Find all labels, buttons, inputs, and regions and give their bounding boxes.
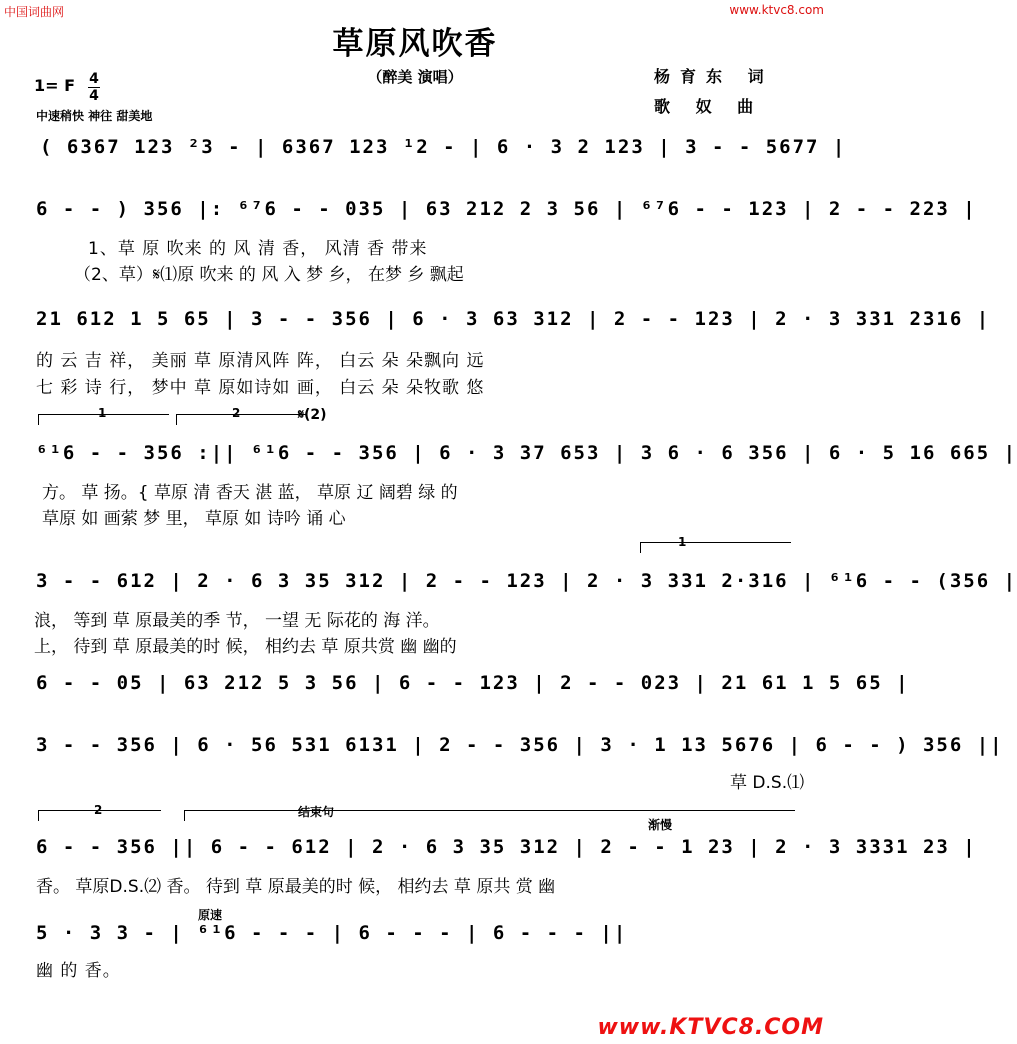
volta-number-1b: 1 (678, 535, 687, 549)
volta-number-2b: 2 (94, 803, 103, 817)
composer-credit: 歌 奴 曲 (654, 97, 764, 116)
lyric-line-4a: 方。 草 扬。{ 草原 清 香天 湛 蓝， 草原 辽 阔碧 绿 的 (42, 483, 458, 503)
lyric-line-2b: （2、草）𝄋⑴原 吹来 的 风 入 梦 乡， 在梦 乡 飘起 (74, 265, 464, 285)
singer-credit: （醉美 演唱） (367, 68, 463, 86)
lyric-line-2a: 1、草 原 吹来 的 风 清 香， 风清 香 带来 (88, 239, 428, 259)
site-name: 中国词曲网 (4, 5, 65, 19)
lyric-line-8: 香。 草原D.S.⑵ 香。 待到 草 原最美的时 候， 相约去 草 原共 赏 幽 (36, 877, 556, 897)
tempo-rit-label: 渐慢 (648, 818, 673, 832)
lyric-line-4b: 草原 如 画萦 梦 里， 草原 如 诗吟 诵 心 (42, 509, 346, 529)
lyric-line-5b: 上， 待到 草 原最美的时 候， 相约去 草 原共赏 幽 幽的 (34, 637, 457, 657)
time-sig-top: 4 (89, 71, 99, 87)
key-signature: 1= F (34, 76, 76, 95)
tempo-marking: 中速稍快 神往 甜美地 (36, 109, 153, 123)
volta-bracket-1b (640, 542, 791, 553)
volta-bracket-2 (176, 414, 307, 425)
ending-bracket (184, 810, 795, 821)
lyric-line-9: 幽 的 香。 (36, 961, 121, 981)
lyric-line-3a: 的 云 吉 祥， 美丽 草 原清风阵 阵， 白云 朵 朵飘向 远 (36, 351, 485, 371)
segno-mark-2: 𝄋(2) (298, 407, 327, 423)
notation-line-1: ( 6367 123 ²3 - | 6367 123 ¹2 - | 6 · 3 2 123 | 3 - - 5677 | (40, 136, 847, 158)
lyric-line-5a: 浪， 等到 草 原最美的季 节， 一望 无 际花的 海 洋。 (34, 611, 440, 631)
volta-number-2: 2 (232, 406, 241, 420)
notation-line-7: 3 - - 356 | 6 · 56 531 6131 | 2 - - 356 | 3 · 1 13 5676 | 6 - - ) 356 || (36, 734, 1004, 756)
time-signature (88, 72, 100, 103)
notation-line-3: 21 612 1 5 65 | 3 - - 356 | 6 · 3 63 312 | 2 - - 123 | 2 · 3 331 2316 | (36, 308, 991, 330)
notation-line-9: 5 · 3 3 - | ⁶¹6 - - - | 6 - - - | 6 - - - || (36, 922, 628, 944)
ending-label: 结束句 (298, 805, 335, 819)
time-sig-bottom: 4 (89, 88, 99, 104)
notation-line-5: 3 - - 612 | 2 · 6 3 35 312 | 2 - - 123 | 2 · 3 331 2·316 | ⁶¹6 - - (356 | (36, 570, 1017, 592)
lyricist-credit: 杨育东 词 (654, 67, 774, 86)
lyric-line-3b: 七 彩 诗 行， 梦中 草 原如诗如 画， 白云 朵 朵牧歌 悠 (36, 378, 485, 398)
notation-line-8: 6 - - 356 || 6 - - 612 | 2 · 6 3 35 312 | 2 - - 1 23 | 2 · 3 3331 23 | (36, 836, 977, 858)
notation-line-2: 6 - - ) 356 |: ⁶⁷6 - - 035 | 63 212 2 3 56 | ⁶⁷6 - - 123 | 2 - - 223 | (36, 198, 977, 220)
footer-watermark-url[interactable]: www.KTVC8.COM (597, 1015, 824, 1040)
notation-line-4: ⁶¹6 - - 356 :|| ⁶¹6 - - 356 | 6 · 3 37 653 | 3 6 · 6 356 | 6 · 5 16 665 | (36, 442, 1017, 464)
volta-number-1: 1 (98, 406, 107, 420)
site-url[interactable]: www.ktvc8.com (729, 3, 824, 17)
song-title: 草原风吹香 (332, 26, 498, 62)
lyric-line-7: 草 D.S.⑴ (730, 773, 805, 793)
tempo-a-tempo-label: 原速 (198, 908, 223, 922)
notation-line-6: 6 - - 05 | 63 212 5 3 56 | 6 - - 123 | 2 - - 023 | 21 61 1 5 65 | (36, 672, 910, 694)
